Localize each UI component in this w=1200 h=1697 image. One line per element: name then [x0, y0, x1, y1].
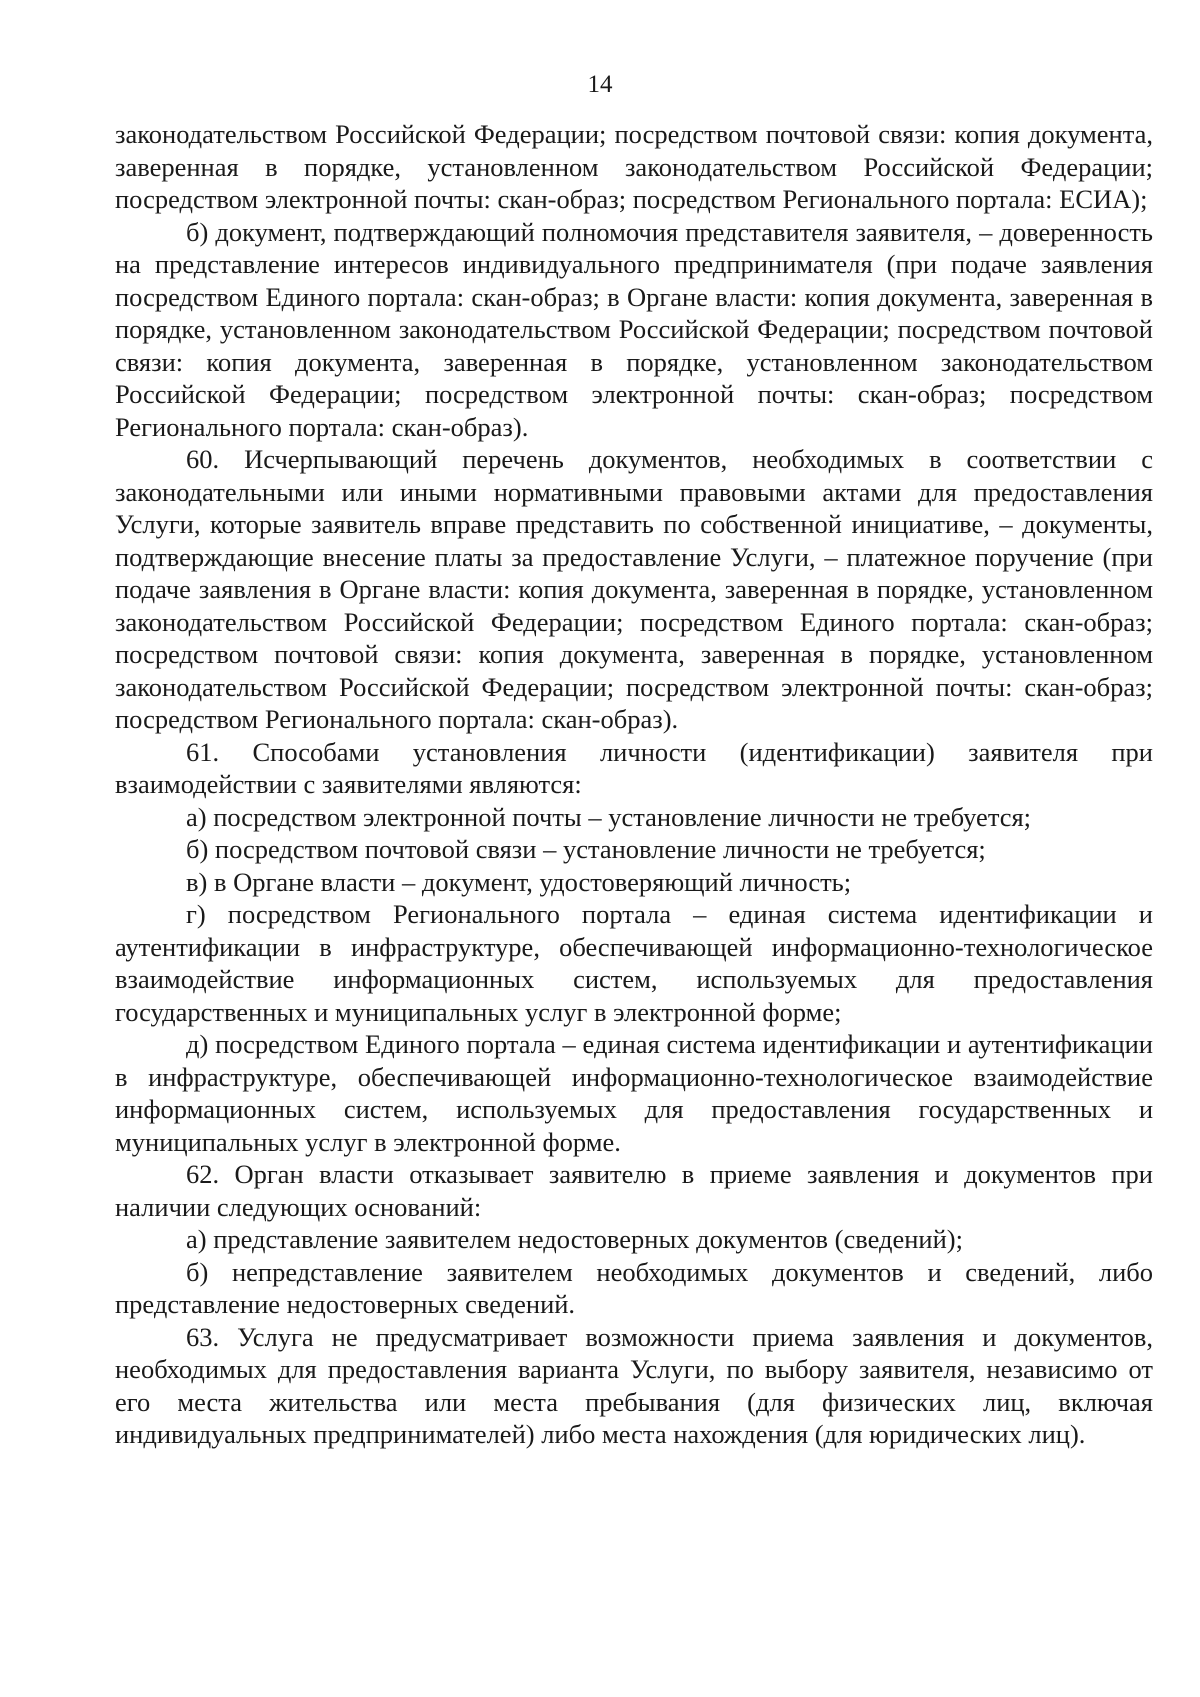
paragraph-61-b: б) посредством почтовой связи – установление личности не требуется;	[186, 834, 986, 864]
paragraph-62: 62. Орган власти отказывает заявителю в приеме заявления и документов при наличии следующих оснований:	[115, 1159, 1153, 1222]
paragraph-61-d: г) посредством Регионального портала – единая система идентификации и аутентификации в инфраструктуре, обеспечивающей информационно-технологическое взаимодействие информационных систем, используемых для предоставления государственных и муниципальных услуг в электронной форме;	[115, 899, 1153, 1027]
paragraph-60: 60. Исчерпывающий перечень документов, необходимых в соответствии с законодательными или иными нормативными правовыми актами для предоставления Услуги, которые заявитель вправе представить по собственной инициативе, – документы, подтверждающие внесение платы за предоставление Услуги, – платежное поручение (при подаче заявления в Органе власти: копия документа, заверенная в порядке, установленном законодательством Российской Федерации; посредством Единого портала: скан-образ; посредством почтовой связи: копия документа, заверенная в порядке, установленном законодательством Российской Федерации; посредством электронной почты: скан-образ; посредством Регионального портала: скан-образ).	[115, 444, 1153, 734]
paragraph-61-a: а) посредством электронной почты – установление личности не требуется;	[186, 801, 1032, 832]
paragraph-62-b: б) непредставление заявителем необходимых документов и сведений, либо представление недостоверных сведений.	[115, 1256, 1153, 1319]
paragraph-62-a: а) представление заявителем недостоверных документов (сведений);	[186, 1224, 963, 1254]
paragraph-61-c: в) в Органе власти – документ, удостоверяющий личность;	[186, 866, 852, 897]
paragraph-continuation: законодательством Российской Федерации; посредством почтовой связи: копия документа, заверенная в порядке, установленном законодательством Российской Федерации; посредством электронной почты: скан-образ; посредством Регионального портала: ЕСИА);	[115, 119, 1153, 214]
paragraph-63: 63. Услуга не предусматривает возможности приема заявления и документов, необходимых для предоставления варианта Услуги, по выбору заявителя, независимо от его места жительства или места пребывания (для физических лиц, включая индивидуальных предпринимателей) либо места нахождения (для юридических лиц).	[115, 1321, 1153, 1449]
paragraph-61-e: д) посредством Единого портала – единая система идентификации и аутентификации в инфраструктуре, обеспечивающей информационно-технологическое взаимодействие информационных систем, используемых для предоставления государственных и муниципальных услуг в электронной форме.	[115, 1029, 1153, 1157]
document-body	[115, 118, 1153, 1451]
page-number: 14	[587, 71, 613, 98]
paragraph-61: 61. Способами установления личности (идентификации) заявителя при взаимодействии с заявителями являются:	[115, 736, 1153, 799]
paragraph-59-b: б) документ, подтверждающий полномочия представителя заявителя, – доверенность на представление интересов индивидуального предпринимателя (при подаче заявления посредством Единого портала: скан-образ; в Органе власти: копия документа, заверенная в порядке, установленном законодательством Российской Федерации; посредством почтовой связи: копия документа, заверенная в порядке, установленном законодательством Российской Федерации; посредством электронной почты: скан-образ; посредством Регионального портала: скан-образ).	[115, 216, 1153, 442]
